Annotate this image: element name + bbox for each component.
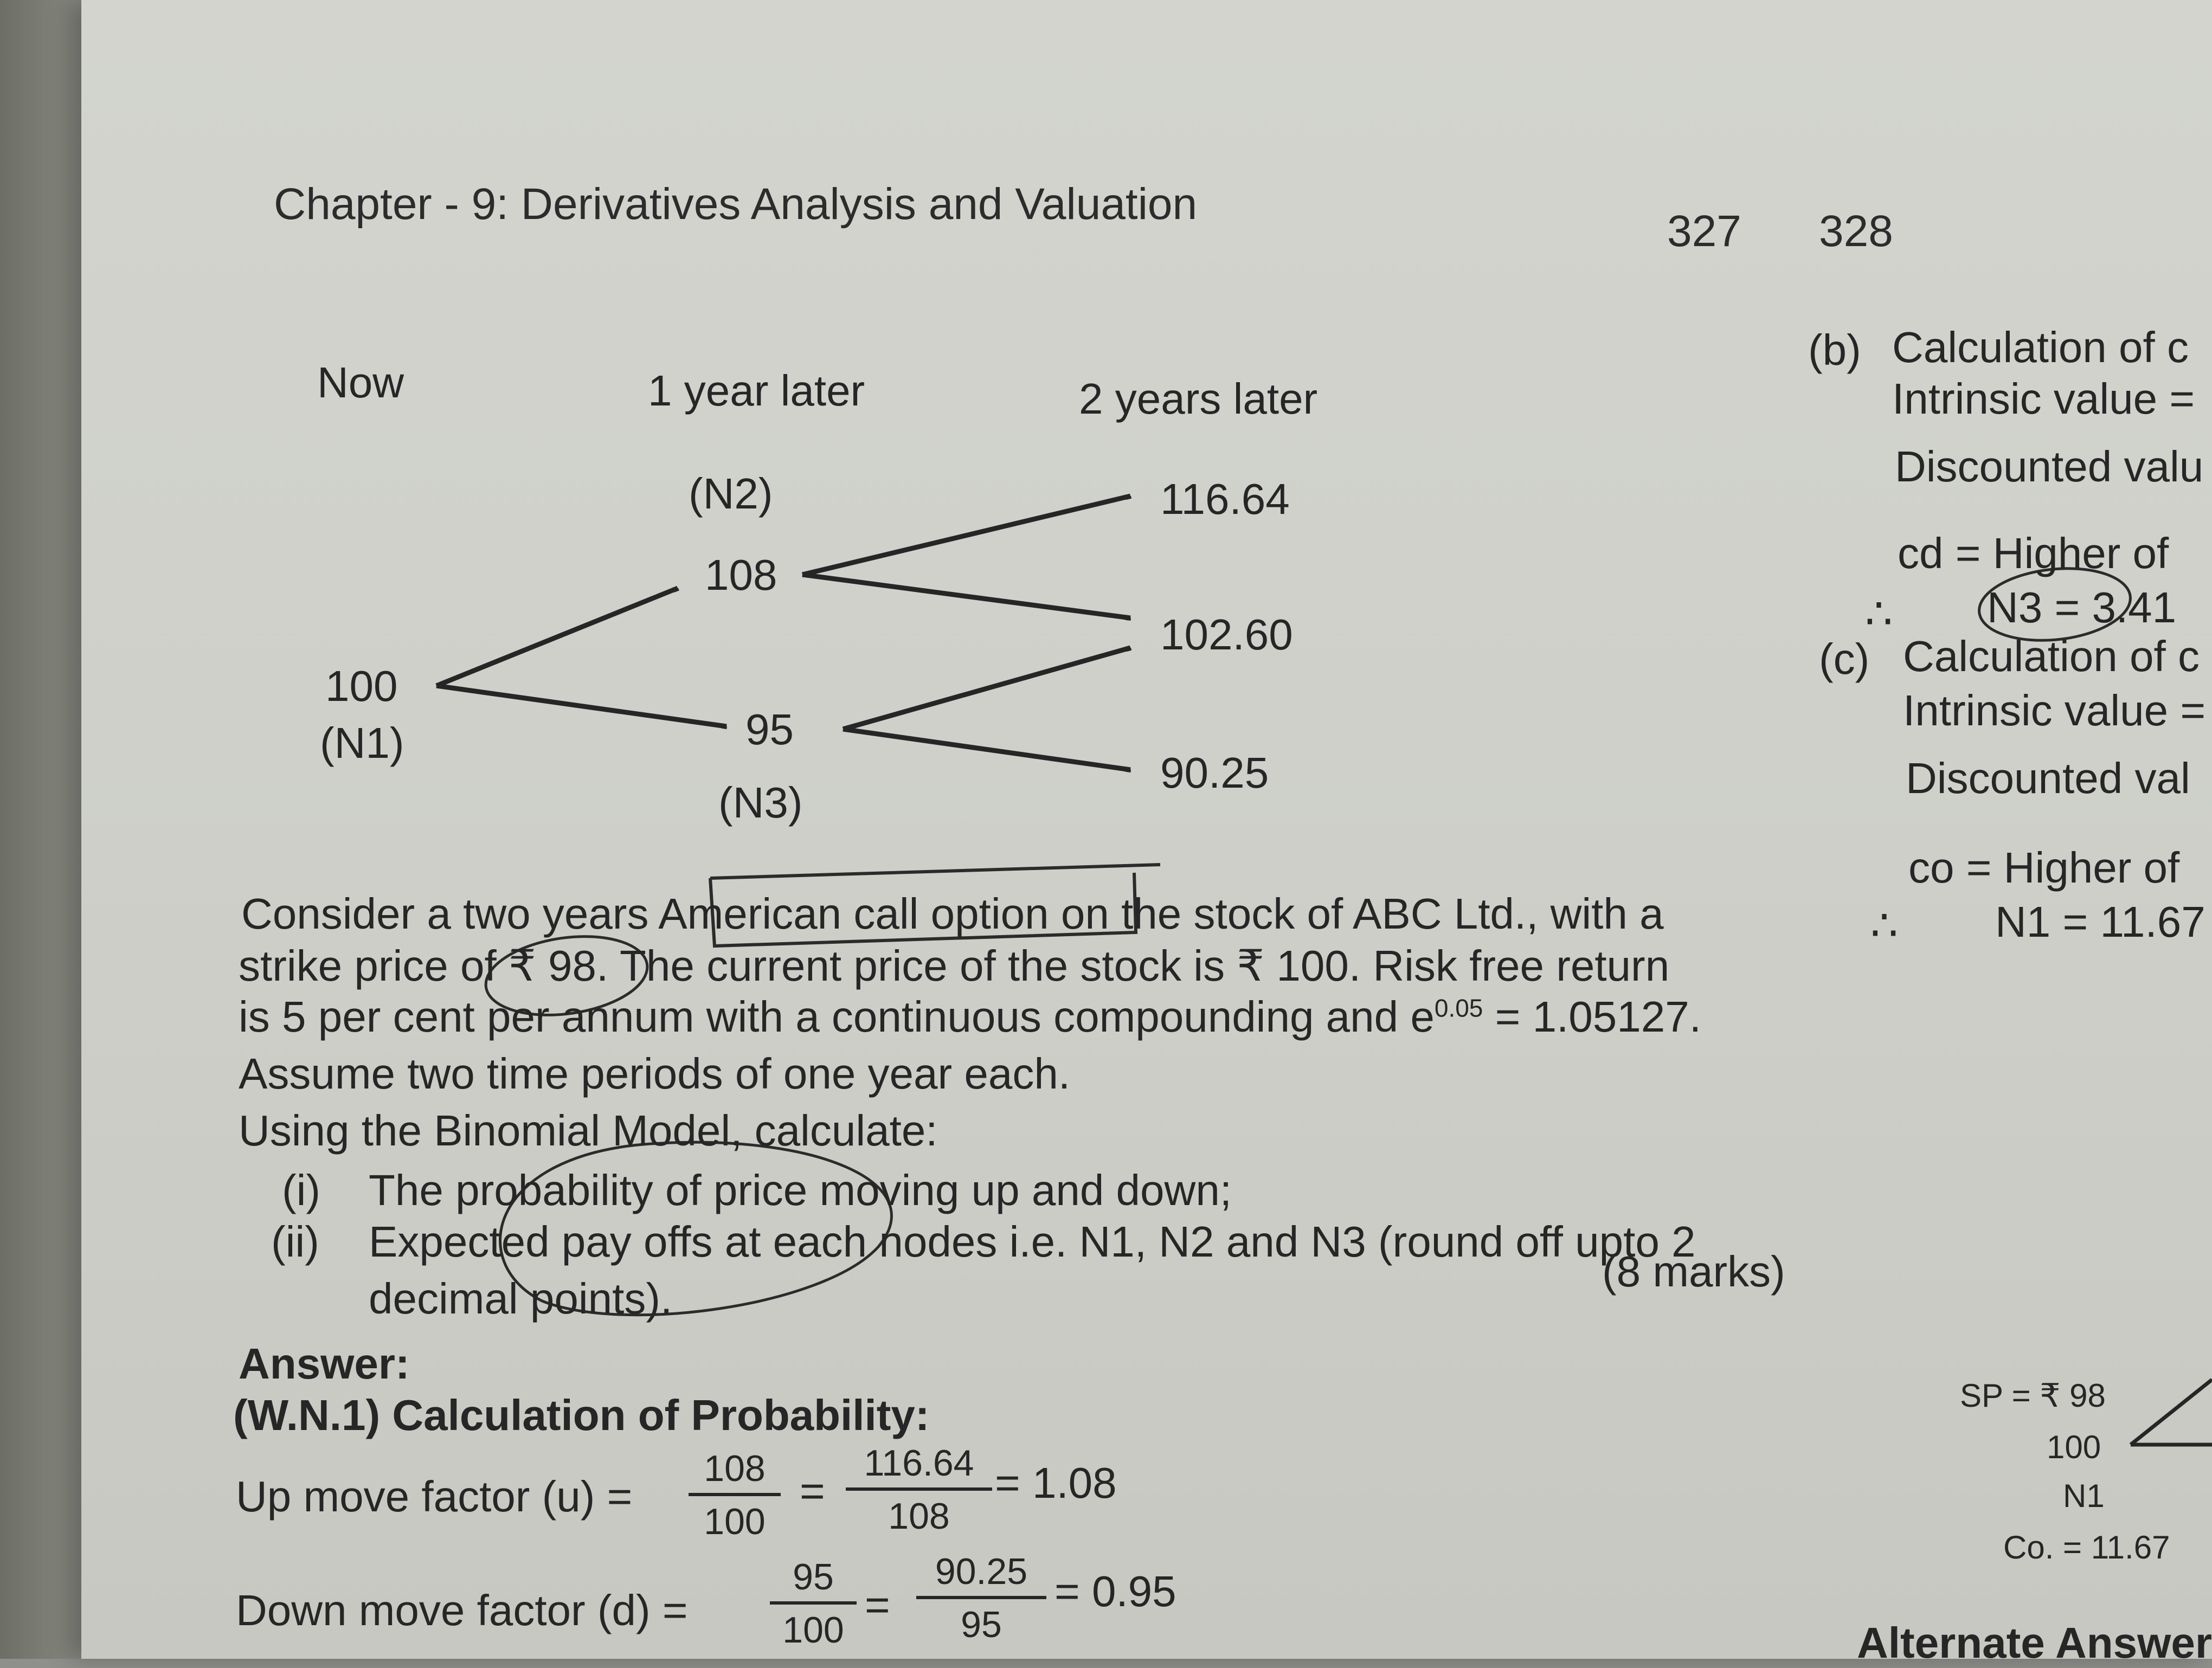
chapter-title: Chapter - 9: Derivatives Analysis and Valuation — [274, 179, 1198, 229]
question-line-1a: Consider a two years — [241, 890, 659, 938]
rp-100: 100 — [2047, 1429, 2101, 1465]
tree-n3-label: (N3) — [718, 778, 803, 827]
arrow-n1-n2 — [436, 588, 678, 686]
answer-heading: Answer: — [239, 1339, 410, 1388]
rp-b-label: (b) — [1808, 326, 1861, 374]
rp-c-label: (c) — [1819, 635, 1870, 683]
item-1-number: (i) — [282, 1166, 321, 1214]
down-factor-label: Down move factor (d) = — [236, 1586, 688, 1634]
question-line-3b: = 1.05127. — [1483, 993, 1701, 1041]
rp-c-text: Calculation of c — [1903, 632, 2200, 680]
up-f1-num: 108 — [689, 1447, 781, 1496]
rp-c-intrinsic: Intrinsic value = — [1903, 686, 2206, 735]
marks: (8 marks) — [1602, 1247, 1785, 1296]
question-line-5: Using the Binomial Model, calculate: — [239, 1106, 938, 1155]
rp-therefore-2: ∴ — [1870, 901, 1898, 949]
down-f2-num: 90.25 — [916, 1550, 1046, 1599]
page-number-left: 327 — [1667, 207, 1741, 256]
tree-col-1y: 1 year later — [648, 366, 865, 415]
tree-dd-value: 90.25 — [1160, 749, 1269, 797]
rp-c-discounted: Discounted val — [1906, 754, 2190, 802]
up-f2-den: 108 — [888, 1496, 950, 1537]
down-f1-num: 95 — [770, 1556, 857, 1605]
arrow-n2-ud — [802, 575, 1130, 618]
down-f2-den: 95 — [961, 1604, 1002, 1645]
rp-co: Co. = 11.67 — [2003, 1529, 2170, 1566]
rp-b-discounted: Discounted valu — [1895, 442, 2204, 491]
question-line-2: strike price of ₹ 98. The current price of the stock is ₹ 100. Risk free return — [239, 942, 1670, 990]
rp-therefore-1: ∴ — [1865, 589, 1893, 637]
arrow-n3-ud — [843, 648, 1130, 729]
question-line-3-sup: 0.05 — [1434, 994, 1483, 1022]
tree-uu-value: 116.64 — [1160, 475, 1290, 523]
tree-n2-label: (N2) — [689, 469, 773, 518]
item-2-number: (ii) — [271, 1218, 319, 1266]
question-line-1c: on the stock of ABC Ltd., with a — [1049, 890, 1664, 938]
arrow-n3-dd — [843, 729, 1130, 770]
right-tree-line — [2131, 1380, 2212, 1445]
down-fraction-2 — [916, 1550, 1046, 1646]
item-1-text: The probability of price moving up and down; — [369, 1166, 1232, 1214]
tree-ud-value: 102.60 — [1160, 610, 1293, 659]
page-number-right: 328 — [1819, 207, 1893, 256]
rp-sp: SP = ₹ 98 — [1960, 1377, 2106, 1414]
up-factor-label: Up move factor (u) = — [236, 1472, 633, 1521]
arrow-n2-uu — [802, 496, 1130, 575]
tree-col-2y: 2 years later — [1079, 375, 1318, 423]
rp-alternate-answer: Alternate Answer — [1857, 1619, 2212, 1667]
up-eq: = — [800, 1467, 825, 1515]
tree-n1-label: (N1) — [320, 719, 404, 767]
up-f2-num: 116.64 — [846, 1442, 992, 1491]
rp-b-intrinsic: Intrinsic value = — [1892, 375, 2195, 423]
rp-cd-line: cd = Higher of — [1898, 529, 2169, 577]
up-result: = 1.08 — [995, 1459, 1117, 1507]
down-eq: = — [865, 1581, 890, 1629]
question-line-1b: American call option — [658, 890, 1049, 938]
down-f1-den: 100 — [782, 1609, 844, 1651]
rp-co-line: co = Higher of — [1908, 843, 2180, 892]
up-fraction-1 — [689, 1447, 781, 1543]
up-f1-den: 100 — [704, 1501, 766, 1542]
up-fraction-2 — [846, 1442, 992, 1537]
rp-n1-line: N1 = 11.67 — [1995, 898, 2205, 946]
arrow-n1-n3 — [436, 686, 726, 726]
question-line-3a: is 5 per cent per annum with a continuous compounding and e — [239, 993, 1435, 1041]
tree-n2-value: 108 — [705, 551, 777, 599]
rp-n3-line: N3 = 3.41 — [1987, 583, 2177, 632]
rp-b-text: Calculation of c — [1892, 323, 2189, 371]
item-2-text-cont: decimal points). — [369, 1274, 673, 1323]
down-result: = 0.95 — [1054, 1567, 1176, 1615]
wn1-heading: (W.N.1) Calculation of Probability: — [233, 1391, 930, 1439]
question-line-1 — [241, 889, 1664, 939]
item-2-text: Expected pay offs at each nodes i.e. N1, N2 and N3 (round off upto 2 — [369, 1218, 1696, 1266]
rp-n1: N1 — [2063, 1478, 2105, 1514]
tree-col-now: Now — [317, 358, 404, 407]
down-fraction-1 — [770, 1556, 857, 1651]
tree-n3-value: 95 — [745, 705, 794, 754]
question-line-4: Assume two time periods of one year each. — [239, 1049, 1071, 1098]
tree-n1-value: 100 — [325, 662, 398, 710]
question-line-3 — [239, 992, 1701, 1042]
